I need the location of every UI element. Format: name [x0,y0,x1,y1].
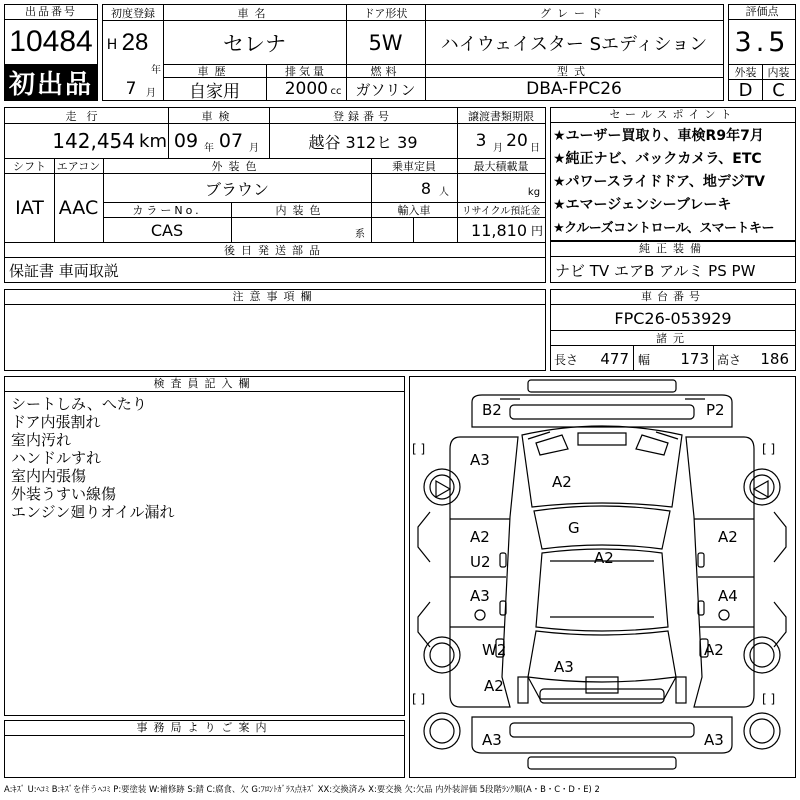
sales-point: ★パワースライドドア、地デジTV [553,174,765,190]
color-no-label: カラーNo. [132,203,202,217]
insp-year: 09 [173,130,199,152]
mark-a3-rear-glass: A3 [554,658,574,676]
car-diagram-svg [410,377,795,777]
capacity-label: 乗車定員 [392,159,436,173]
office-label: 事務局よりご案内 [5,721,404,736]
length-value: 477 [600,350,629,368]
bracket-left-top: [ ] [412,442,426,456]
lot-block [4,4,98,101]
recycle-label: リサイクル預託金 [461,206,541,217]
insp-year-unit: 年 [204,142,214,154]
bracket-right-bottom: [ ] [762,692,776,706]
car-name-label: 車名 [237,6,272,20]
lot-number: 10484 [9,25,93,58]
mark-a2-hood: A2 [552,473,572,491]
chassis-label: 車台番号 [551,290,795,305]
sales-points-block [550,107,796,241]
mark-a2-right-front-door: A2 [718,528,738,546]
grade: ハイウェイスター Sエディション [440,33,708,55]
year: 28 [121,29,149,56]
month-unit: 月 [146,87,156,99]
transfer-day: 20 [506,131,528,151]
inspector-line: 室内内張傷 [11,467,87,485]
sales-points-list [553,125,795,240]
lot-label: 出品番号 [5,5,97,20]
sales-points-label: セールスポイント [551,108,795,123]
ext-color-label: 外装色 [211,159,263,173]
ext-label: 外装 [734,65,757,79]
sales-point: ★エマージェンシーブレーキ [553,197,732,213]
int-label: 内装 [767,65,790,79]
mileage-label: 走行 [65,109,108,123]
mark-a2-left-quarter: A2 [484,677,504,695]
displacement-label: 排気量 [285,64,327,78]
fuel: ガソリン [355,80,416,99]
reg-no-value: 越谷 312ヒ 39 [308,132,418,152]
length-label: 長さ [553,352,578,367]
notes-block [4,289,546,371]
inspector-block [4,376,405,716]
height-value: 186 [760,350,789,368]
transfer-label: 譲渡書類期限 [468,109,534,123]
width-label: 幅 [637,352,650,367]
mark-a2-left-front-door: A2 [470,528,490,546]
era: H [106,37,118,53]
aircon-label: エアコン [56,159,101,173]
notes-label: 注意事項欄 [5,290,545,305]
legend: A:ｷｽﾞ U:ﾍｺﾐ B:ｷｽﾞを伴うﾍｺﾐ P:要塗装 W:補修跡 S:錆 C:腐食、欠 G:ﾌﾛﾝﾄｶﾞﾗｽ点ｷｽﾞ XX:交換済み X:要交換 欠:欠品 内外装評価 5段階ﾗﾝｸ順(A・B・C・D・E) 2 [4,784,600,794]
insp-month: 07 [218,130,244,152]
score-label: 評価点 [729,5,795,20]
sales-point: ★ユーザー買取り、車検R9年7月 [553,128,764,144]
int-score: C [772,79,785,101]
bracket-right-top: [ ] [762,442,776,456]
inspector-lines [11,395,401,521]
mark-a2-roof: A2 [594,549,614,567]
model-label: 型式 [557,64,591,78]
capacity-value: 8 [420,178,431,198]
sales-point: ★クルーズコントロール、スマートキー [553,221,775,236]
mark-u2-left-front-door: U2 [470,553,491,571]
dims-label: 諸元 [656,332,690,345]
import-label: 輸入車 [397,203,431,217]
mark-a2-right-rear: A2 [704,641,724,659]
ext-score: D [738,79,753,101]
mark-a3-rear-left: A3 [482,731,502,749]
mileage-value: 142,454 [52,129,135,153]
mark-b2: B2 [482,401,502,419]
load-unit: kg [527,186,541,198]
bracket-left-bottom: [ ] [412,692,426,706]
damage-diagram [409,376,796,778]
chassis-number: FPC26-053929 [614,308,732,328]
insp-month-unit: 月 [249,142,259,154]
inspector-line: 外装うすい線傷 [11,485,117,503]
width-value: 173 [680,350,709,368]
capacity-unit: 人 [439,186,449,198]
later-parts-label: 後日発送部品 [224,243,326,257]
history-label: 車歴 [197,64,232,78]
office-block [4,720,405,778]
mark-w2-left-rear: W2 [482,641,507,659]
equipment-items: ナビ TV エアB アルミ PS PW [555,261,756,280]
transfer-month: 3 [475,131,487,151]
vehicle-header-block [102,4,724,101]
later-parts-value: 保証書 車両取説 [9,261,119,280]
inspector-line: シートしみ、へたり [11,395,147,413]
inspector-line: 室内汚れ [11,431,72,449]
fuel-label: 燃料 [370,64,401,78]
mark-a3-rear-right: A3 [704,731,724,749]
transfer-day-unit: 日 [530,142,540,154]
mark-g-windshield: G [568,519,580,537]
score-value: 3.5 [734,27,790,58]
door-type: 5W [368,30,403,55]
color-no-value: CAS [150,220,184,240]
inspector-line: ハンドルすれ [11,449,102,467]
first-reg-label: 初度登録 [111,6,155,20]
displacement: 2000 [284,79,328,99]
car-name: セレナ [223,31,286,56]
reg-no-label: 登録番号 [333,109,393,123]
inspector-label: 検査員記入欄 [5,377,404,392]
mark-a4-right-rear-door: A4 [718,587,738,605]
door-label: ドア形状 [363,6,408,20]
chassis-block [550,289,796,371]
mark-a3-left-rear-door: A3 [470,587,490,605]
aircon-value: AAC [58,197,99,219]
shift-label: シフト [13,159,46,173]
int-color-unit: 系 [355,228,365,240]
inspection-label: 車検 [201,109,236,123]
year-unit: 年 [151,64,161,76]
inspector-line: ドア内張割れ [11,413,101,431]
int-color-label: 内装色 [275,203,327,217]
ext-color-value: ブラウン [204,179,269,199]
height-label: 高さ [716,352,741,367]
sales-point: ★純正ナビ、バックカメラ、ETC [553,151,762,167]
shift-value: IAT [15,197,44,219]
month: 7 [125,79,137,99]
mark-p2: P2 [706,401,725,419]
mileage-unit: km [139,130,167,152]
recycle-unit: 円 [530,223,543,238]
load-label: 最大積載量 [473,159,529,173]
recycle-value: 11,810 [471,220,527,240]
model: DBA-FPC26 [526,79,622,99]
inspector-line: エンジン廻りオイル漏れ [11,503,175,521]
score-block [728,4,796,101]
mark-a3-front-left: A3 [470,451,490,469]
transfer-month-unit: 月 [493,142,503,154]
first-listing-badge: 初出品 [5,64,97,100]
details-block [4,107,546,283]
equipment-block [550,241,796,283]
grade-label: グレード [540,6,608,20]
history: 自家用 [189,81,240,102]
displacement-unit: cc [330,85,342,97]
equipment-label: 純正装備 [551,242,795,257]
